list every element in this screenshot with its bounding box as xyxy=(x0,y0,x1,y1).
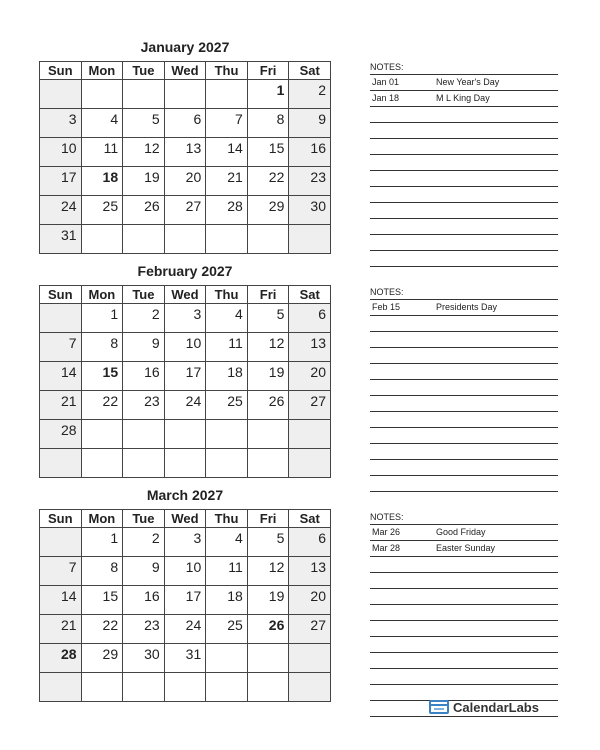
note-date: Jan 18 xyxy=(372,93,400,103)
empty-day-cell xyxy=(123,420,165,449)
day-cell[interactable]: 17 xyxy=(40,167,82,196)
empty-day-cell xyxy=(40,673,82,702)
day-cell[interactable]: 27 xyxy=(164,196,206,225)
empty-day-cell xyxy=(164,673,206,702)
weekday-tue: Tue xyxy=(123,510,165,528)
day-cell[interactable]: 26 xyxy=(247,615,289,644)
day-cell[interactable]: 4 xyxy=(206,528,248,557)
empty-day-cell xyxy=(247,420,289,449)
day-cell[interactable]: 7 xyxy=(40,557,82,586)
calendar-icon xyxy=(429,700,449,714)
note-line[interactable] xyxy=(370,251,558,267)
day-cell[interactable]: 21 xyxy=(40,391,82,420)
notes-label: NOTES: xyxy=(370,286,558,300)
empty-day-cell xyxy=(164,449,206,478)
notes-march xyxy=(370,511,558,717)
week-row xyxy=(40,420,331,449)
day-cell[interactable]: 19 xyxy=(123,167,165,196)
week-row xyxy=(40,304,331,333)
week-row xyxy=(40,586,331,615)
day-cell[interactable]: 24 xyxy=(164,615,206,644)
calendar-grid xyxy=(39,61,331,254)
note-date: Mar 28 xyxy=(372,543,401,553)
day-cell[interactable]: 5 xyxy=(123,109,165,138)
month-january xyxy=(39,39,331,254)
empty-day-cell xyxy=(123,225,165,254)
day-cell[interactable]: 18 xyxy=(206,586,248,615)
note-date: Jan 01 xyxy=(372,77,400,87)
day-cell[interactable]: 9 xyxy=(123,333,165,362)
empty-day-cell xyxy=(206,673,248,702)
empty-day-cell xyxy=(206,644,248,673)
day-cell[interactable]: 14 xyxy=(206,138,248,167)
note-line[interactable] xyxy=(370,476,558,492)
day-cell[interactable]: 16 xyxy=(123,362,165,391)
day-cell[interactable]: 24 xyxy=(164,391,206,420)
note-line[interactable] xyxy=(370,396,558,412)
empty-day-cell xyxy=(206,420,248,449)
day-cell[interactable]: 30 xyxy=(123,644,165,673)
day-cell[interactable]: 17 xyxy=(164,586,206,615)
weekday-sat: Sat xyxy=(289,62,331,80)
day-cell[interactable]: 8 xyxy=(81,333,123,362)
weekday-row xyxy=(40,510,331,528)
note-line[interactable] xyxy=(370,75,558,91)
empty-day-cell xyxy=(206,225,248,254)
empty-day-cell xyxy=(81,80,123,109)
day-cell[interactable]: 15 xyxy=(81,586,123,615)
day-cell[interactable]: 20 xyxy=(164,167,206,196)
month-title: March 2027 xyxy=(146,487,224,503)
day-cell[interactable]: 3 xyxy=(164,528,206,557)
weekday-header xyxy=(40,286,331,304)
week-row xyxy=(40,225,331,254)
day-cell[interactable]: 28 xyxy=(40,420,82,449)
empty-day-cell xyxy=(40,304,82,333)
note-line[interactable] xyxy=(370,573,558,589)
note-line[interactable] xyxy=(370,589,558,605)
week-row xyxy=(40,109,331,138)
weekday-fri: Fri xyxy=(247,62,289,80)
note-line[interactable] xyxy=(370,316,558,332)
weekday-mon: Mon xyxy=(81,510,123,528)
day-cell[interactable]: 1 xyxy=(247,80,289,109)
note-line[interactable] xyxy=(370,187,558,203)
weekday-sat: Sat xyxy=(289,510,331,528)
week-row xyxy=(40,528,331,557)
day-cell[interactable]: 10 xyxy=(40,138,82,167)
weekday-thu: Thu xyxy=(206,62,248,80)
day-cell[interactable]: 3 xyxy=(40,109,82,138)
note-line[interactable] xyxy=(370,460,558,476)
note-line[interactable] xyxy=(370,669,558,685)
note-line[interactable] xyxy=(370,412,558,428)
empty-day-cell xyxy=(123,449,165,478)
note-line[interactable] xyxy=(370,444,558,460)
month-title: February 2027 xyxy=(137,263,233,279)
day-cell[interactable]: 23 xyxy=(123,391,165,420)
day-cell[interactable]: 31 xyxy=(164,644,206,673)
day-cell[interactable]: 14 xyxy=(40,586,82,615)
weekday-fri: Fri xyxy=(247,510,289,528)
note-line[interactable] xyxy=(370,300,558,316)
note-date: Feb 15 xyxy=(372,302,401,312)
note-holiday-name: New Year's Day xyxy=(436,77,500,87)
day-cell[interactable]: 20 xyxy=(289,362,331,391)
day-cell[interactable]: 5 xyxy=(247,528,289,557)
month-february xyxy=(39,263,331,478)
note-line[interactable] xyxy=(370,364,558,380)
day-cell[interactable]: 27 xyxy=(289,391,331,420)
day-cell[interactable]: 28 xyxy=(206,196,248,225)
day-cell[interactable]: 11 xyxy=(206,557,248,586)
month-title: January 2027 xyxy=(140,39,230,55)
day-cell[interactable]: 28 xyxy=(40,644,82,673)
empty-day-cell xyxy=(123,80,165,109)
day-cell[interactable]: 8 xyxy=(247,109,289,138)
week-row xyxy=(40,615,331,644)
brand-name: CalendarLabs xyxy=(453,699,539,715)
note-line[interactable] xyxy=(370,637,558,653)
weekday-sun: Sun xyxy=(40,510,82,528)
day-cell[interactable]: 18 xyxy=(81,167,123,196)
note-holiday-name: Easter Sunday xyxy=(436,543,496,553)
empty-day-cell xyxy=(81,673,123,702)
day-cell[interactable]: 30 xyxy=(289,196,331,225)
day-cell[interactable]: 11 xyxy=(206,333,248,362)
weekday-wed: Wed xyxy=(164,286,206,304)
note-line[interactable] xyxy=(370,107,558,123)
day-cell[interactable]: 3 xyxy=(164,304,206,333)
empty-day-cell xyxy=(289,420,331,449)
day-cell[interactable]: 2 xyxy=(123,528,165,557)
day-cell[interactable]: 21 xyxy=(206,167,248,196)
note-line[interactable] xyxy=(370,155,558,171)
calendar-body xyxy=(40,80,331,254)
empty-day-cell xyxy=(40,449,82,478)
day-cell[interactable]: 5 xyxy=(247,304,289,333)
day-cell[interactable]: 8 xyxy=(81,557,123,586)
week-row xyxy=(40,557,331,586)
day-cell[interactable]: 2 xyxy=(123,304,165,333)
note-line[interactable] xyxy=(370,541,558,557)
note-line[interactable] xyxy=(370,171,558,187)
day-cell[interactable]: 12 xyxy=(247,557,289,586)
week-row xyxy=(40,196,331,225)
empty-day-cell xyxy=(81,420,123,449)
calendar-grid xyxy=(39,509,331,702)
day-cell[interactable]: 4 xyxy=(206,304,248,333)
weekday-wed: Wed xyxy=(164,510,206,528)
note-line[interactable] xyxy=(370,428,558,444)
notes-january xyxy=(370,61,558,267)
weekday-tue: Tue xyxy=(123,286,165,304)
day-cell[interactable]: 6 xyxy=(289,304,331,333)
day-cell[interactable]: 14 xyxy=(40,362,82,391)
day-cell[interactable]: 20 xyxy=(289,586,331,615)
day-cell[interactable]: 7 xyxy=(40,333,82,362)
week-row xyxy=(40,362,331,391)
week-row xyxy=(40,333,331,362)
day-cell[interactable]: 19 xyxy=(247,586,289,615)
day-cell[interactable]: 26 xyxy=(247,391,289,420)
empty-day-cell xyxy=(289,225,331,254)
note-line[interactable] xyxy=(370,605,558,621)
empty-day-cell xyxy=(164,420,206,449)
weekday-thu: Thu xyxy=(206,286,248,304)
empty-day-cell xyxy=(247,644,289,673)
day-cell[interactable]: 7 xyxy=(206,109,248,138)
day-cell[interactable]: 24 xyxy=(40,196,82,225)
calendar-body xyxy=(40,304,331,478)
day-cell[interactable]: 21 xyxy=(40,615,82,644)
weekday-header xyxy=(40,62,331,80)
weekday-tue: Tue xyxy=(123,62,165,80)
calendar-grid xyxy=(39,285,331,478)
day-cell[interactable]: 27 xyxy=(289,615,331,644)
day-cell[interactable]: 18 xyxy=(206,362,248,391)
day-cell[interactable]: 10 xyxy=(164,557,206,586)
day-cell[interactable]: 9 xyxy=(123,557,165,586)
day-cell[interactable]: 29 xyxy=(81,644,123,673)
week-row xyxy=(40,449,331,478)
note-holiday-name: Presidents Day xyxy=(436,302,498,312)
day-cell[interactable]: 19 xyxy=(247,362,289,391)
empty-day-cell xyxy=(247,225,289,254)
note-line[interactable] xyxy=(370,557,558,573)
weekday-sat: Sat xyxy=(289,286,331,304)
day-cell[interactable]: 22 xyxy=(81,391,123,420)
weekday-wed: Wed xyxy=(164,62,206,80)
week-row xyxy=(40,138,331,167)
day-cell[interactable]: 13 xyxy=(164,138,206,167)
weekday-sun: Sun xyxy=(40,286,82,304)
weekday-mon: Mon xyxy=(81,62,123,80)
note-line[interactable] xyxy=(370,139,558,155)
weekday-thu: Thu xyxy=(206,510,248,528)
day-cell[interactable]: 22 xyxy=(81,615,123,644)
week-row xyxy=(40,644,331,673)
notes-label: NOTES: xyxy=(370,511,558,525)
empty-day-cell xyxy=(289,644,331,673)
day-cell[interactable]: 12 xyxy=(123,138,165,167)
note-line[interactable] xyxy=(370,235,558,251)
day-cell[interactable]: 1 xyxy=(81,304,123,333)
weekday-row xyxy=(40,62,331,80)
weekday-header xyxy=(40,510,331,528)
note-line[interactable] xyxy=(370,525,558,541)
weekday-row xyxy=(40,286,331,304)
weekday-mon: Mon xyxy=(81,286,123,304)
day-cell[interactable]: 25 xyxy=(206,615,248,644)
empty-day-cell xyxy=(289,673,331,702)
note-line[interactable] xyxy=(370,332,558,348)
day-cell[interactable]: 22 xyxy=(247,167,289,196)
day-cell[interactable]: 29 xyxy=(247,196,289,225)
day-cell[interactable]: 15 xyxy=(81,362,123,391)
empty-day-cell xyxy=(81,449,123,478)
day-cell[interactable]: 13 xyxy=(289,557,331,586)
day-cell[interactable]: 31 xyxy=(40,225,82,254)
note-holiday-name: Good Friday xyxy=(436,527,486,537)
empty-day-cell xyxy=(40,80,82,109)
week-row xyxy=(40,167,331,196)
note-line[interactable] xyxy=(370,348,558,364)
weekday-fri: Fri xyxy=(247,286,289,304)
empty-day-cell xyxy=(40,528,82,557)
empty-day-cell xyxy=(164,225,206,254)
day-cell[interactable]: 2 xyxy=(289,80,331,109)
note-line[interactable] xyxy=(370,621,558,637)
day-cell[interactable]: 17 xyxy=(164,362,206,391)
day-cell[interactable]: 16 xyxy=(123,586,165,615)
day-cell[interactable]: 26 xyxy=(123,196,165,225)
day-cell[interactable]: 23 xyxy=(289,167,331,196)
day-cell[interactable]: 25 xyxy=(81,196,123,225)
month-march xyxy=(39,487,331,702)
week-row xyxy=(40,80,331,109)
empty-day-cell xyxy=(206,80,248,109)
week-row xyxy=(40,391,331,420)
day-cell[interactable]: 1 xyxy=(81,528,123,557)
day-cell[interactable]: 11 xyxy=(81,138,123,167)
empty-day-cell xyxy=(164,80,206,109)
weekday-sun: Sun xyxy=(40,62,82,80)
day-cell[interactable]: 13 xyxy=(289,333,331,362)
note-line[interactable] xyxy=(370,219,558,235)
day-cell[interactable]: 15 xyxy=(247,138,289,167)
empty-day-cell xyxy=(247,449,289,478)
day-cell[interactable]: 4 xyxy=(81,109,123,138)
day-cell[interactable]: 10 xyxy=(164,333,206,362)
day-cell[interactable]: 12 xyxy=(247,333,289,362)
calendarlabs-logo[interactable] xyxy=(429,697,539,717)
notes-february xyxy=(370,286,558,492)
note-holiday-name: M L King Day xyxy=(436,93,490,103)
note-line[interactable] xyxy=(370,123,558,139)
day-cell[interactable]: 9 xyxy=(289,109,331,138)
empty-day-cell xyxy=(289,449,331,478)
note-line[interactable] xyxy=(370,91,558,107)
day-cell[interactable]: 6 xyxy=(164,109,206,138)
calendar-body xyxy=(40,528,331,702)
day-cell[interactable]: 23 xyxy=(123,615,165,644)
empty-day-cell xyxy=(123,673,165,702)
empty-day-cell xyxy=(247,673,289,702)
day-cell[interactable]: 6 xyxy=(289,528,331,557)
note-line[interactable] xyxy=(370,380,558,396)
day-cell[interactable]: 25 xyxy=(206,391,248,420)
empty-day-cell xyxy=(81,225,123,254)
note-date: Mar 26 xyxy=(372,527,401,537)
note-line[interactable] xyxy=(370,653,558,669)
notes-label: NOTES: xyxy=(370,61,558,75)
empty-day-cell xyxy=(206,449,248,478)
day-cell[interactable]: 16 xyxy=(289,138,331,167)
note-line[interactable] xyxy=(370,203,558,219)
week-row xyxy=(40,673,331,702)
